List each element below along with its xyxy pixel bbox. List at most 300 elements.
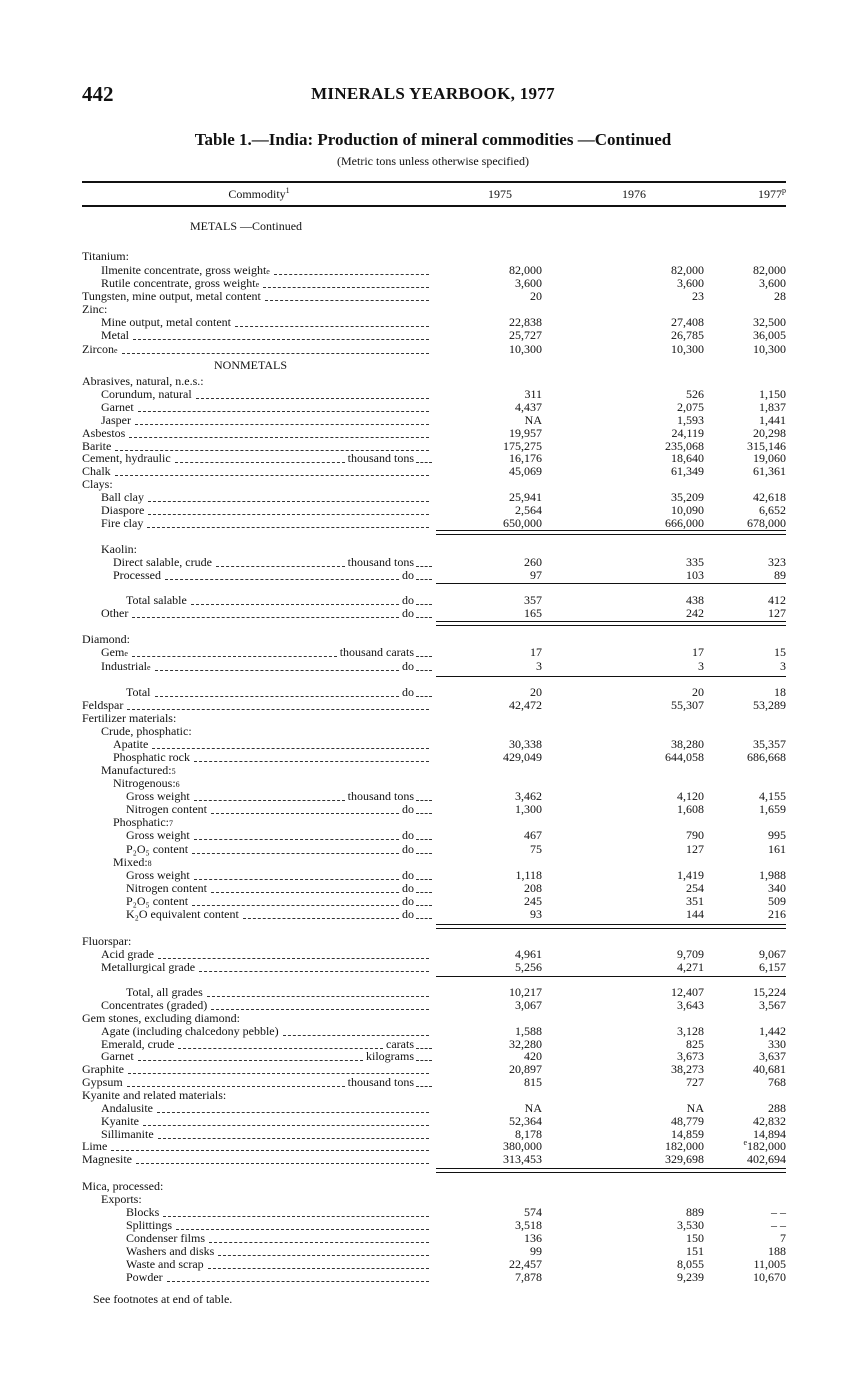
value-1976: 4,120 <box>677 789 704 803</box>
leader-dots <box>194 761 429 762</box>
value-1975: 3 <box>536 659 542 673</box>
leader-dots <box>157 1112 429 1113</box>
footnote-marker: e <box>743 1138 747 1147</box>
value-1976: 335 <box>686 555 704 569</box>
commodity-label <box>82 452 432 465</box>
value-1975: 245 <box>524 894 542 908</box>
section-heading-text: NONMETALS <box>214 358 288 372</box>
leader-dots <box>416 918 432 919</box>
commodity-name: Kyanite and related materials: <box>82 1088 227 1102</box>
value-1975: 4,961 <box>515 947 542 961</box>
value-1977: 53,289 <box>753 698 786 712</box>
value-1977: 768 <box>768 1075 786 1089</box>
leader-dots <box>148 501 429 502</box>
leader-dots <box>216 566 345 567</box>
table-row <box>0 829 866 842</box>
leader-dots <box>208 1268 429 1269</box>
commodity-name: Garnet <box>101 400 134 414</box>
value-1976: 27,408 <box>671 315 704 329</box>
value-1976: 889 <box>686 1205 704 1219</box>
table-row <box>0 594 866 607</box>
table-row <box>0 414 866 427</box>
table-row <box>0 646 866 659</box>
value-1977: 3,567 <box>759 998 786 1012</box>
kaolin-other-rule <box>436 621 786 622</box>
value-1977: 686,668 <box>747 750 786 764</box>
value-1977: 15 <box>774 645 786 659</box>
commodity-name: Sillimanite <box>101 1127 154 1141</box>
fire-clay-rule-2 <box>436 534 786 535</box>
value-1976: 351 <box>686 894 704 908</box>
value-1977: 82,000 <box>753 263 786 277</box>
value-1976: 1,593 <box>677 413 704 427</box>
value-1975: 19,957 <box>509 426 542 440</box>
leader-dots <box>165 579 399 580</box>
leader-dots <box>148 514 429 515</box>
commodity-name: Total <box>126 685 151 699</box>
unit-label: thousand tons <box>347 555 414 569</box>
commodity-name: Concentrates (graded) <box>101 998 208 1012</box>
commodity-label <box>126 1258 432 1271</box>
unit-label: do <box>402 828 414 842</box>
value-1977: 42,618 <box>753 490 786 504</box>
commodity-name: Powder <box>126 1270 163 1284</box>
value-1976: 3,643 <box>677 998 704 1012</box>
value-1977: 3,637 <box>759 1049 786 1063</box>
commodity-name: Fertilizer materials: <box>82 711 177 725</box>
commodity-label <box>126 1271 432 1284</box>
header-1977: 1977$^p$ <box>758 186 786 201</box>
value-1975: 260 <box>524 555 542 569</box>
value-1977: 7 <box>780 1231 786 1245</box>
commodity-label <box>101 401 432 414</box>
commodity-label <box>126 908 432 921</box>
commodity-name: Gross weight <box>126 868 190 882</box>
value-1975: 7,878 <box>515 1270 542 1284</box>
table-title: Table 1.—India: Production of mineral commodities —Continued <box>194 130 672 149</box>
value-1977: 1,150 <box>759 387 786 401</box>
value-1977: 4,155 <box>759 789 786 803</box>
value-1977: 20,298 <box>753 426 786 440</box>
value-1976: 127 <box>686 842 704 856</box>
commodity-name: Rutile concentrate, gross weight <box>101 276 256 290</box>
leader-dots <box>158 1138 429 1139</box>
commodity-name: Andalusite <box>101 1101 153 1115</box>
value-1976: 151 <box>686 1244 704 1258</box>
commodity-name: Other <box>101 606 129 620</box>
leader-dots <box>416 800 432 801</box>
value-1975: 10,217 <box>509 985 542 999</box>
leader-dots <box>194 839 399 840</box>
commodity-name: Phosphatic: <box>113 815 169 829</box>
unit-label: do <box>402 842 414 856</box>
leader-dots <box>115 475 429 476</box>
commodity-name: Metal <box>101 328 129 342</box>
leader-dots <box>152 748 429 749</box>
value-1975: 175,275 <box>503 439 542 453</box>
value-1977: 995 <box>768 828 786 842</box>
value-1977: 216 <box>768 907 786 921</box>
unit-label: do <box>402 685 414 699</box>
value-1975: 75 <box>530 842 542 856</box>
value-1975: 5,256 <box>515 960 542 974</box>
commodity-label <box>82 1153 432 1166</box>
value-1975: 30,338 <box>509 737 542 751</box>
commodity-name: Gypsum <box>82 1075 123 1089</box>
leader-dots <box>243 918 399 919</box>
value-1975: 25,941 <box>509 490 542 504</box>
value-1975: 3,600 <box>515 276 542 290</box>
value-1975: 97 <box>530 568 542 582</box>
commodity-name: Emerald, crude <box>101 1037 175 1051</box>
value-1975: 467 <box>524 828 542 842</box>
leader-dots <box>111 1150 429 1151</box>
commodity-name: Clays: <box>82 477 113 491</box>
value-1975: 136 <box>524 1231 542 1245</box>
running-head: MINERALS YEARBOOK, 1977 <box>311 84 555 103</box>
value-1976: 2,075 <box>677 400 704 414</box>
table-row <box>0 343 866 356</box>
leader-dots <box>132 656 337 657</box>
commodity-name: Gross weight <box>126 828 190 842</box>
commodity-label <box>101 388 432 401</box>
leader-dots <box>416 879 432 880</box>
unit-label: do <box>402 802 414 816</box>
leader-dots <box>274 274 429 275</box>
footnote: See footnotes at end of table. <box>93 1292 233 1306</box>
leader-dots <box>416 617 432 618</box>
value-1975: 17 <box>530 645 542 659</box>
value-1975: NA <box>524 1101 542 1115</box>
table-row <box>0 452 866 465</box>
value-1976: 150 <box>686 1231 704 1245</box>
value-1976: 48,779 <box>671 1114 704 1128</box>
leader-dots <box>129 437 429 438</box>
value-1977: 340 <box>768 881 786 895</box>
magnesite-rule <box>436 1168 786 1169</box>
commodity-label <box>82 1140 432 1153</box>
value-1975: 93 <box>530 907 542 921</box>
mixed-rule-2 <box>436 928 786 929</box>
group-heading-row <box>0 633 866 646</box>
commodity-label <box>101 329 432 342</box>
value-1975: 20 <box>530 685 542 699</box>
commodity-label: Zircon e <box>82 343 432 356</box>
section-heading <box>0 220 866 233</box>
table-row <box>0 1050 866 1063</box>
leader-dots <box>416 1086 432 1087</box>
leader-dots <box>147 527 429 528</box>
commodity-label: Ilmenite concentrate, gross weight e <box>101 264 432 277</box>
unit-label: kilograms <box>366 1049 414 1063</box>
commodity-name: Magnesite <box>82 1152 132 1166</box>
value-1975: 815 <box>524 1075 542 1089</box>
value-1975: 20,897 <box>509 1062 542 1076</box>
commodity-name: Graphite <box>82 1062 124 1076</box>
value-1976: 10,300 <box>671 342 704 356</box>
value-1975: 650,000 <box>503 516 542 530</box>
table-row <box>0 686 866 699</box>
leader-dots <box>416 604 432 605</box>
value-1976: 17 <box>692 645 704 659</box>
leader-dots <box>163 1216 429 1217</box>
unit-label: do <box>402 606 414 620</box>
commodity-name: Direct salable, crude <box>113 555 212 569</box>
commodity-name: Acid grade <box>101 947 154 961</box>
commodity-name: Condenser films <box>126 1231 205 1245</box>
value-1975: 3,067 <box>515 998 542 1012</box>
commodity-label <box>101 1050 432 1063</box>
value-1975: 380,000 <box>503 1139 542 1153</box>
unit-label: thousand tons <box>347 789 414 803</box>
kaolin-other-rule-2 <box>436 625 786 626</box>
value-1975: 32,280 <box>509 1037 542 1051</box>
value-1976: 254 <box>686 881 704 895</box>
leader-dots <box>138 411 429 412</box>
unit-label: do <box>402 593 414 607</box>
commodity-label <box>126 803 432 816</box>
commodity-name: Mine output, metal content <box>101 315 231 329</box>
value-1977: 18 <box>774 685 786 699</box>
commodity-label <box>126 594 432 607</box>
commodity-name: Ilmenite concentrate, gross weight <box>101 263 267 277</box>
unit-label: thousand tons <box>347 451 414 465</box>
commodity-label <box>101 961 432 974</box>
value-1975: 420 <box>524 1049 542 1063</box>
value-1975: 20 <box>530 289 542 303</box>
commodity-label: Mixed: 8 <box>113 855 152 869</box>
value-1977: 6,652 <box>759 503 786 517</box>
table-subtitle: (Metric tons unless otherwise specified) <box>337 154 529 168</box>
value-1977: 15,224 <box>753 985 786 999</box>
commodity-name: Phosphatic rock <box>113 750 190 764</box>
commodity-label <box>126 686 432 699</box>
table-row <box>0 607 866 620</box>
commodity-label: Rutile concentrate, gross weight e <box>101 277 432 290</box>
leader-dots <box>132 617 399 618</box>
value-1976: 790 <box>686 828 704 842</box>
commodity-name: Manufactured: <box>101 763 172 777</box>
leader-dots <box>207 996 429 997</box>
value-1975: 165 <box>524 606 542 620</box>
value-1977: 330 <box>768 1037 786 1051</box>
value-1977: 3 <box>780 659 786 673</box>
section-heading-text: METALS —Continued <box>190 219 303 233</box>
value-1975: 1,588 <box>515 1024 542 1038</box>
value-1977: 35,357 <box>753 737 786 751</box>
value-1977: 412 <box>768 593 786 607</box>
kaolin-subtotal-rule <box>436 583 786 584</box>
commodity-label: Phosphatic: 7 <box>113 815 173 829</box>
table-row <box>0 290 866 303</box>
value-1976: 9,239 <box>677 1270 704 1284</box>
value-1975: 8,178 <box>515 1127 542 1141</box>
table-row <box>0 316 866 329</box>
value-1976: 438 <box>686 593 704 607</box>
commodity-name: Barite <box>82 439 112 453</box>
commodity-label: Nitrogenous: 6 <box>113 776 180 790</box>
commodity-name: Processed <box>113 568 161 582</box>
commodity-name: Mica, processed: <box>82 1179 164 1193</box>
leader-dots <box>416 656 432 657</box>
unit-label: do <box>402 894 414 908</box>
commodity-name: Feldspar <box>82 698 124 712</box>
commodity-name: P₂O₅ content <box>126 894 189 908</box>
commodity-name: Splittings <box>126 1218 173 1232</box>
value-1975: 4,437 <box>515 400 542 414</box>
leader-dots <box>138 1060 363 1061</box>
leader-dots <box>122 353 429 354</box>
leader-dots <box>128 1073 429 1074</box>
leader-dots <box>218 1255 429 1256</box>
commodity-label <box>126 829 432 842</box>
unit-label: thousand carats <box>339 645 414 659</box>
commodity-name: Fluorspar: <box>82 934 132 948</box>
value-1976: 666,000 <box>665 516 704 530</box>
table-row <box>0 569 866 582</box>
value-1976: 18,640 <box>671 451 704 465</box>
commodity-name: Abrasives, natural, n.e.s.: <box>82 374 204 388</box>
value-1977: 188 <box>768 1244 786 1258</box>
leader-dots <box>416 892 432 893</box>
mixed-rule <box>436 924 786 925</box>
table-row <box>0 1271 866 1284</box>
value-1976: 235,068 <box>665 439 704 453</box>
leader-dots <box>199 971 429 972</box>
header-bottom-rule <box>82 205 786 207</box>
value-1977: 1,837 <box>759 400 786 414</box>
commodity-name: Nitrogen content <box>126 881 207 895</box>
leader-dots <box>416 853 432 854</box>
commodity-name: Fire clay <box>101 516 144 530</box>
commodity-name: Gem <box>101 645 125 659</box>
commodity-name: Chalk <box>82 464 111 478</box>
value-1976: 10,090 <box>671 503 704 517</box>
commodity-name: Mixed: <box>113 855 148 869</box>
value-1975: 99 <box>530 1244 542 1258</box>
value-1976: 12,407 <box>671 985 704 999</box>
value-1975: 45,069 <box>509 464 542 478</box>
leader-dots <box>167 1281 429 1282</box>
table-row <box>0 908 866 921</box>
value-1977: 40,681 <box>753 1062 786 1076</box>
table-row <box>0 329 866 342</box>
value-1977: 10,300 <box>753 342 786 356</box>
value-1977: 42,832 <box>753 1114 786 1128</box>
commodity-label <box>101 1102 432 1115</box>
commodity-label <box>113 569 432 582</box>
commodity-name: Diamond: <box>82 632 130 646</box>
value-1975: 2,564 <box>515 503 542 517</box>
value-1976: 14,859 <box>671 1127 704 1141</box>
value-1977: 19,060 <box>753 451 786 465</box>
unit-label: do <box>402 659 414 673</box>
value-1975: 42,472 <box>509 698 542 712</box>
commodity-name: Total, all grades <box>126 985 203 999</box>
commodity-name: Total salable <box>126 593 187 607</box>
magnesite-rule-2 <box>436 1172 786 1173</box>
section-heading <box>0 359 866 372</box>
value-1977: 1,441 <box>759 413 786 427</box>
leader-dots <box>283 1035 429 1036</box>
value-1977: 288 <box>768 1101 786 1115</box>
leader-dots <box>416 696 432 697</box>
commodity-label: Gem e thousand carats <box>101 646 432 659</box>
value-1976: 38,280 <box>671 737 704 751</box>
value-1977: 1,442 <box>759 1024 786 1038</box>
value-1975: 25,727 <box>509 328 542 342</box>
value-1976: 825 <box>686 1037 704 1051</box>
commodity-name: Garnet <box>101 1049 134 1063</box>
value-1975: 52,364 <box>509 1114 542 1128</box>
value-1977: 32,500 <box>753 315 786 329</box>
commodity-name: Waste and scrap <box>126 1257 204 1271</box>
value-1976: 8,055 <box>677 1257 704 1271</box>
table-row <box>0 961 866 974</box>
value-1976: 103 <box>686 568 704 582</box>
commodity-name: Kaolin: <box>101 542 137 556</box>
value-1976: 61,349 <box>671 464 704 478</box>
leader-dots <box>127 1086 345 1087</box>
leader-dots <box>194 800 345 801</box>
value-1976: 329,698 <box>665 1152 704 1166</box>
leader-dots <box>211 813 399 814</box>
header-1976: 1976 <box>622 187 646 201</box>
value-1977: $^e$182,000 <box>743 1138 786 1153</box>
value-1977: 323 <box>768 555 786 569</box>
commodity-label <box>101 491 432 504</box>
commodity-name: Corundum, natural <box>101 387 192 401</box>
value-1975: 313,453 <box>503 1152 542 1166</box>
value-1976: 35,209 <box>671 490 704 504</box>
fluorspar-subtotal-rule <box>436 976 786 977</box>
value-1977: 28 <box>774 289 786 303</box>
leader-dots <box>416 1060 432 1061</box>
value-1975: 22,838 <box>509 315 542 329</box>
leader-dots <box>416 1048 432 1049</box>
value-1975: 1,118 <box>515 868 542 882</box>
value-1975: 3,518 <box>515 1218 542 1232</box>
commodity-name: Industrial <box>101 659 147 673</box>
value-1977: 61,361 <box>753 464 786 478</box>
commodity-label <box>101 414 432 427</box>
leader-dots <box>178 1048 383 1049</box>
value-1976: 9,709 <box>677 947 704 961</box>
value-1977: 36,005 <box>753 328 786 342</box>
commodity-name: Nitrogenous: <box>113 776 176 790</box>
leader-dots <box>194 879 399 880</box>
value-1976: 3,600 <box>677 276 704 290</box>
leader-dots <box>265 300 429 301</box>
unit-label: thousand tons <box>347 1075 414 1089</box>
commodity-label <box>101 607 432 620</box>
diamond-subtotal-rule <box>436 676 786 677</box>
leader-dots <box>211 1009 429 1010</box>
value-1977: 127 <box>768 606 786 620</box>
unit-label: do <box>402 907 414 921</box>
value-1976: 3,673 <box>677 1049 704 1063</box>
value-1977: 9,067 <box>759 947 786 961</box>
leader-dots <box>192 853 399 854</box>
value-1975: 208 <box>524 881 542 895</box>
value-1976: 82,000 <box>671 263 704 277</box>
value-1976: 3,530 <box>677 1218 704 1232</box>
unit-label: carats <box>386 1037 414 1051</box>
commodity-name: K₂O equivalent content <box>126 907 239 921</box>
value-1975: 22,457 <box>509 1257 542 1271</box>
leader-dots <box>155 670 399 671</box>
value-1976: 644,058 <box>665 750 704 764</box>
